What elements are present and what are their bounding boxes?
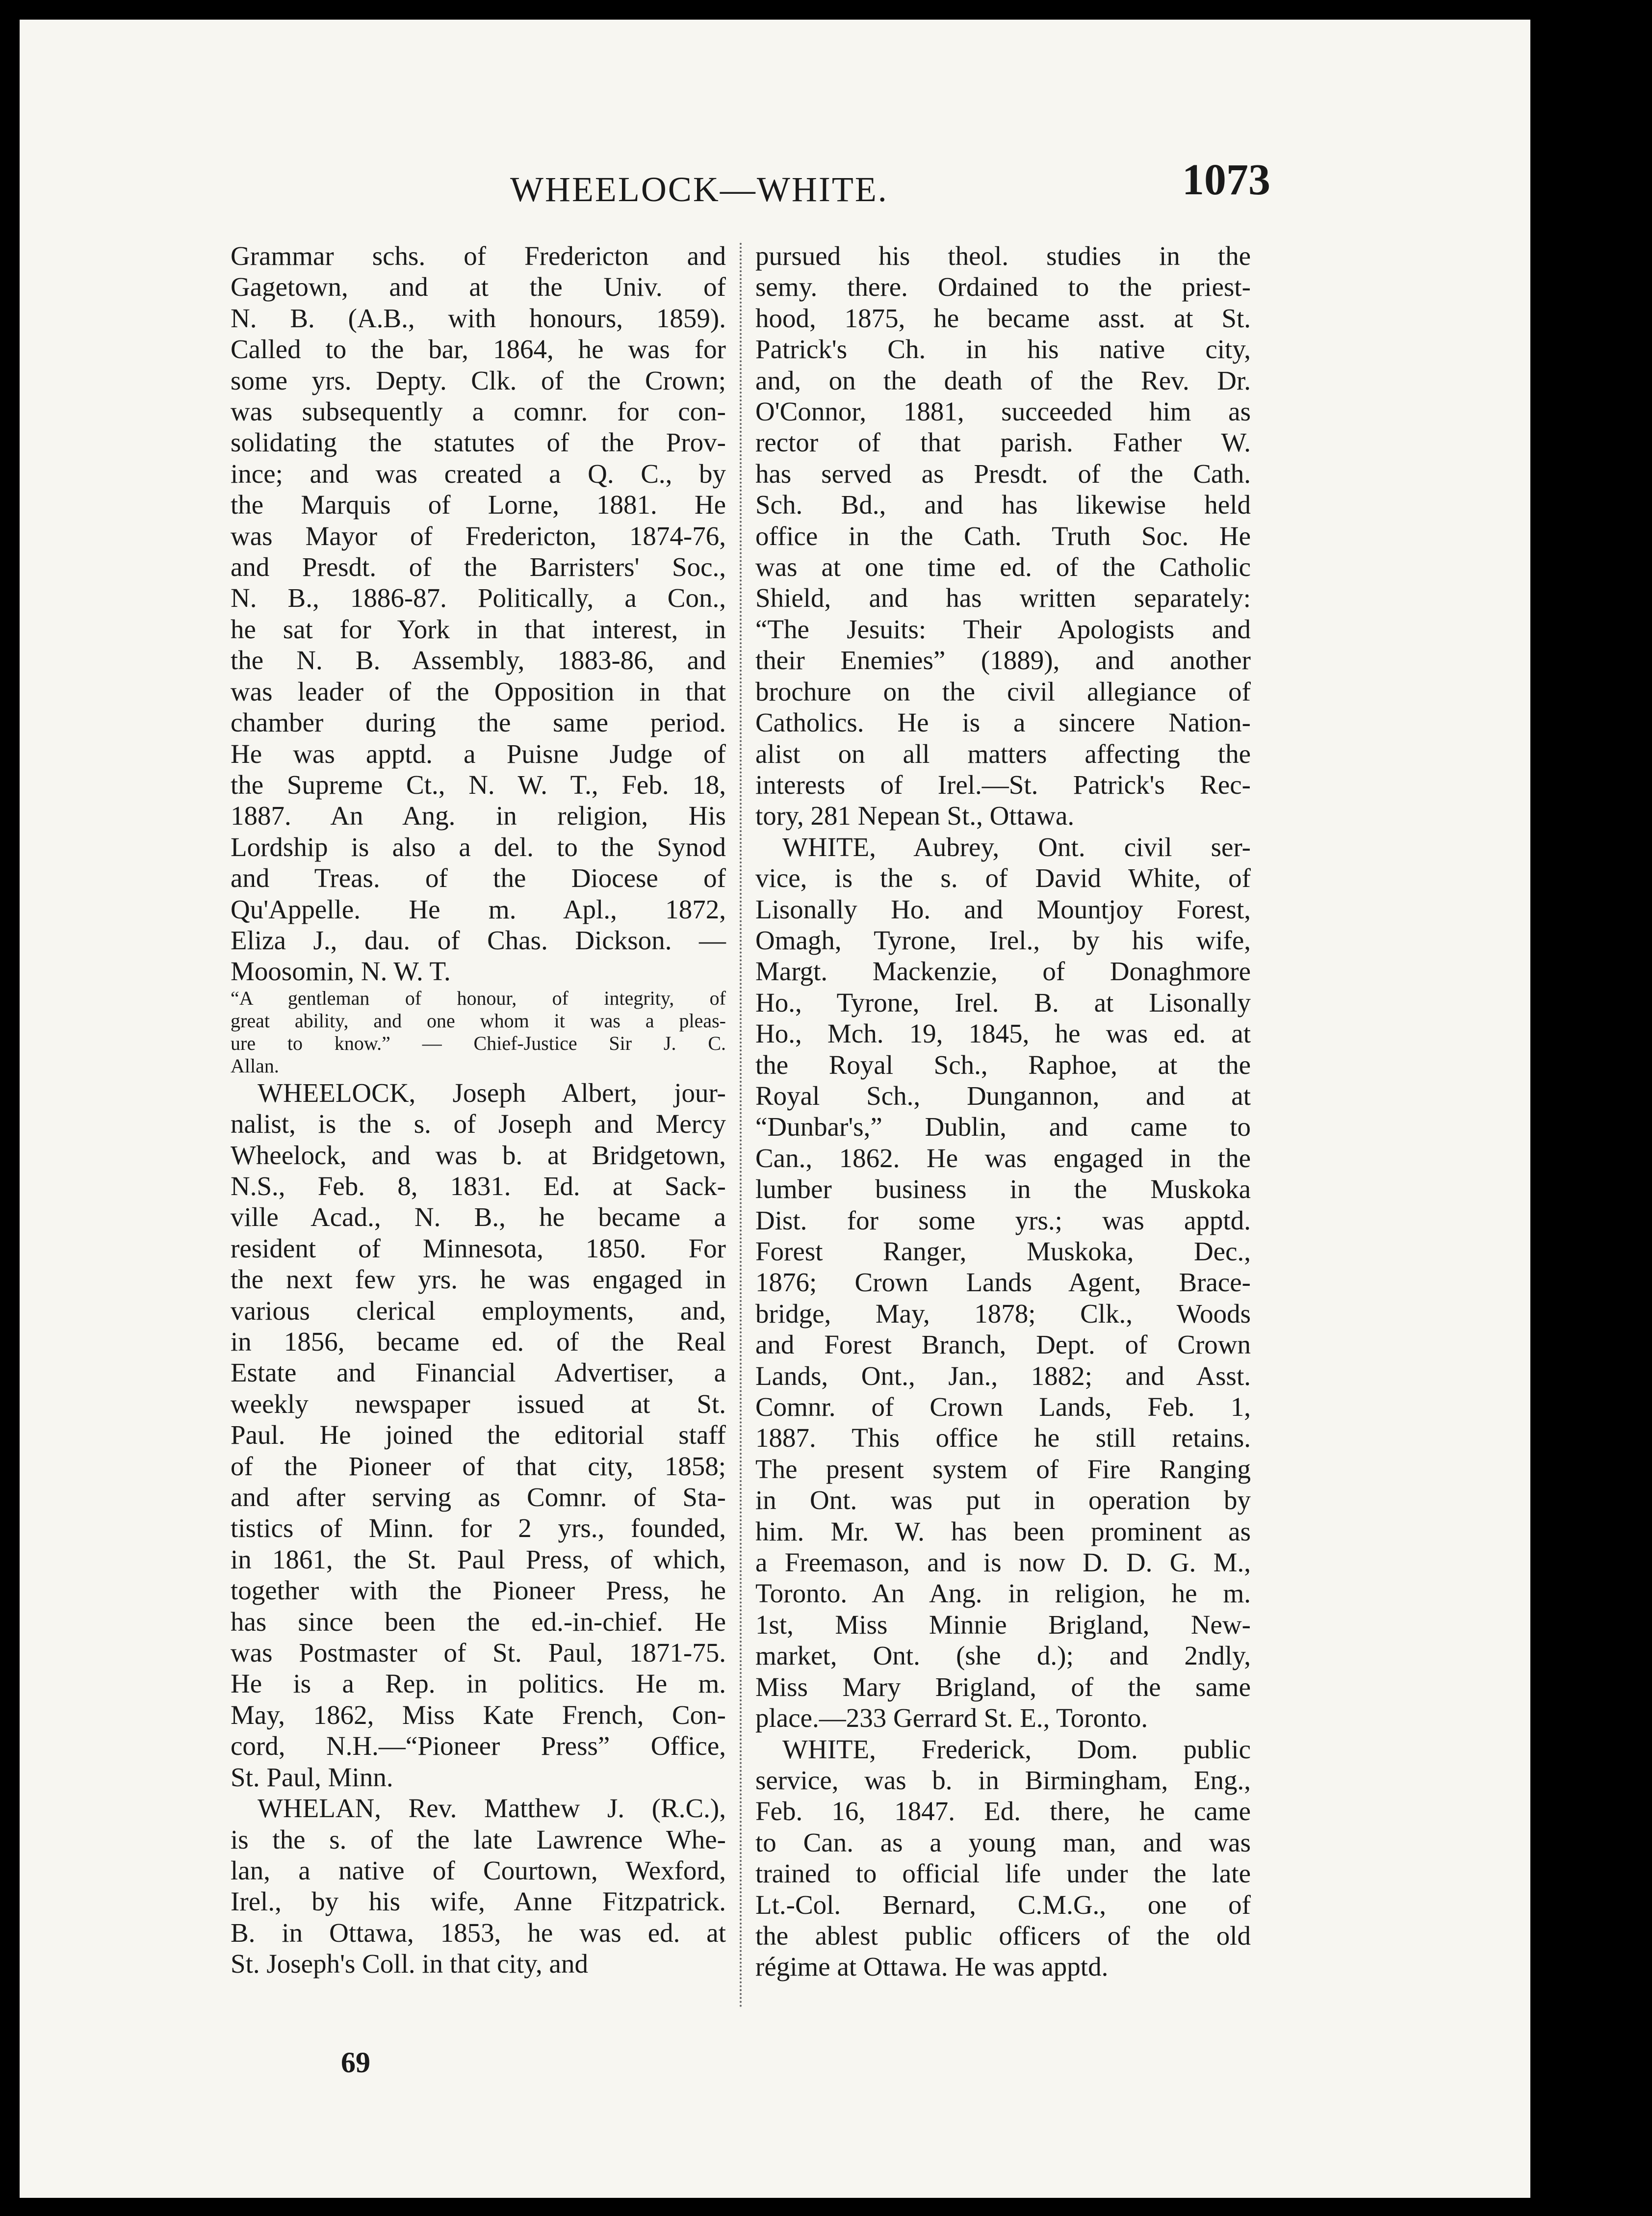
text-line: and, on the death of the Rev. Dr. — [755, 365, 1251, 395]
text-line: semy. there. Ordained to the priest- — [755, 272, 1251, 302]
text-line: The present system of Fire Ranging — [755, 1454, 1251, 1484]
text-line: Gagetown, and at the Univ. of — [231, 272, 726, 302]
text-line: lan, a native of Courtown, Wexford, — [231, 1855, 726, 1885]
text-line: Dist. for some yrs.; was apptd. — [755, 1205, 1251, 1235]
text-line: Moosomin, N. W. T. — [231, 956, 451, 987]
text-line: ince; and was created a Q. C., by — [231, 458, 726, 489]
left-column-entries — [231, 1077, 726, 1980]
text-line: was at one time ed. of the Catholic — [755, 552, 1251, 582]
text-line: Miss Mary Brigland, of the same — [755, 1671, 1251, 1702]
text-line: Comnr. of Crown Lands, Feb. 1, — [755, 1392, 1251, 1422]
text-line: interests of Irel.—St. Patrick's Rec- — [755, 769, 1251, 800]
scan-edge — [0, 0, 19, 2216]
text-line: the Marquis of Lorne, 1881. He — [231, 490, 726, 520]
text-line: and Presdt. of the Barristers' Soc., — [231, 552, 726, 582]
book-page — [20, 20, 1530, 2198]
left-column — [231, 240, 726, 1980]
text-line: Feb. 16, 1847. Ed. there, he came — [755, 1796, 1251, 1826]
text-line: the N. B. Assembly, 1883-86, and — [231, 645, 726, 676]
text-line: régime at Ottawa. He was apptd. — [755, 1952, 1109, 1982]
text-line: has served as Presdt. of the Cath. — [755, 458, 1251, 489]
text-line: He was apptd. a Puisne Judge of — [231, 738, 726, 769]
text-line: the next few yrs. he was engaged in — [231, 1264, 726, 1295]
text-line: place.—233 Gerrard St. E., Toronto. — [755, 1703, 1148, 1733]
text-line: WHITE, Aubrey, Ont. civil ser- — [782, 832, 1251, 862]
text-line: him. Mr. W. has been prominent as — [755, 1516, 1251, 1546]
text-line: service, was b. in Birmingham, Eng., — [755, 1765, 1251, 1795]
page-header — [226, 142, 1270, 221]
text-line: in 1856, became ed. of the Real — [231, 1327, 726, 1356]
text-line: solidating the statutes of the Prov- — [231, 427, 726, 458]
text-line: ville Acad., N. B., he became a — [231, 1202, 726, 1232]
quotation — [231, 987, 726, 1077]
text-line: trained to official life under the late — [755, 1858, 1251, 1889]
text-line: WHELAN, Rev. Matthew J. (R.C.), — [258, 1793, 726, 1824]
text-line: WHEELOCK, Joseph Albert, jour- — [258, 1077, 726, 1108]
text-line: various clerical employments, and, — [231, 1295, 726, 1326]
text-line: brochure on the civil allegiance of — [755, 676, 1251, 706]
text-line: their Enemies” (1889), and another — [755, 645, 1251, 676]
text-line: alist on all matters affecting the — [755, 738, 1251, 769]
text-line: the Supreme Ct., N. W. T., Feb. 18, — [231, 769, 726, 800]
text-line: Royal Sch., Dungannon, and at — [755, 1080, 1251, 1111]
text-line: 1887. An Ang. in religion, His — [231, 801, 726, 831]
text-line: great ability, and one whom it was a pleas- — [231, 1009, 726, 1032]
text-line: O'Connor, 1881, succeeded him as — [755, 396, 1251, 427]
column-rule — [740, 243, 742, 2009]
right-column — [755, 240, 1251, 1982]
text-line: and Forest Branch, Dept. of Crown — [755, 1330, 1251, 1360]
text-line: “Dunbar's,” Dublin, and came to — [755, 1112, 1251, 1142]
text-line: and after serving as Comnr. of Sta- — [231, 1482, 726, 1512]
text-line: Can., 1862. He was engaged in the — [755, 1143, 1251, 1173]
text-line: N.S., Feb. 8, 1831. Ed. at Sack- — [231, 1171, 726, 1201]
text-line: Called to the bar, 1864, he was for — [231, 334, 726, 365]
text-line: was Mayor of Fredericton, 1874-76, — [231, 521, 726, 551]
text-line: together with the Pioneer Press, he — [231, 1575, 726, 1606]
text-line: of the Pioneer of that city, 1858; — [231, 1451, 726, 1481]
text-line: Qu'Appelle. He m. Apl., 1872, — [231, 894, 726, 924]
text-line: Lordship is also a del. to the Synod — [231, 832, 726, 862]
text-line: rector of that parish. Father W. — [755, 427, 1251, 458]
text-line: chamber during the same period. — [231, 707, 726, 738]
text-line: St. Joseph's Coll. in that city, and — [231, 1949, 588, 1979]
running-head: WHEELOCK—WHITE. — [510, 170, 888, 209]
text-line: was Postmaster of St. Paul, 1871-75. — [231, 1638, 726, 1668]
text-line: Patrick's Ch. in his native city, — [755, 334, 1251, 365]
text-line: N. B. (A.B., with honours, 1859). — [231, 303, 726, 333]
text-line: Catholics. He is a sincere Nation- — [755, 707, 1251, 738]
text-line: Toronto. An Ang. in religion, he m. — [755, 1578, 1251, 1609]
signature-mark: 69 — [341, 2046, 370, 2079]
text-line: “The Jesuits: Their Apologists and — [755, 614, 1251, 644]
text-line: is the s. of the late Lawrence Whe- — [231, 1824, 726, 1854]
text-line: Lisonally Ho. and Mountjoy Forest, — [755, 894, 1251, 924]
text-line: to Can. as a young man, and was — [755, 1827, 1251, 1857]
text-line: has since been the ed.-in-chief. He — [231, 1606, 726, 1637]
text-line: Paul. He joined the editorial staff — [231, 1420, 726, 1450]
text-line: Margt. Mackenzie, of Donaghmore — [755, 956, 1251, 987]
text-line: cord, N.H.—“Pioneer Press” Office, — [231, 1731, 726, 1761]
text-line: WHITE, Frederick, Dom. public — [782, 1734, 1251, 1764]
text-line: Sch. Bd., and has likewise held — [755, 490, 1251, 520]
text-line: 1887. This office he still retains. — [755, 1423, 1251, 1453]
text-line: N. B., 1886-87. Politically, a Con., — [231, 583, 726, 613]
text-line: Ho., Mch. 19, 1845, he was ed. at — [755, 1018, 1251, 1049]
text-line: Estate and Financial Advertiser, a — [231, 1357, 726, 1388]
text-line: weekly newspaper issued at St. — [231, 1388, 726, 1419]
text-line: tistics of Minn. for 2 yrs., founded, — [231, 1513, 726, 1543]
text-line: some yrs. Depty. Clk. of the Crown; — [231, 365, 726, 395]
text-line: office in the Cath. Truth Soc. He — [755, 521, 1251, 551]
text-line: He is a Rep. in politics. He m. — [231, 1669, 726, 1699]
text-line: May, 1862, Miss Kate French, Con- — [231, 1699, 726, 1730]
text-line: Shield, and has written separately: — [755, 583, 1251, 613]
text-line: 1876; Crown Lands Agent, Brace- — [755, 1267, 1251, 1298]
text-line: hood, 1875, he became asst. at St. — [755, 303, 1251, 333]
text-line: in 1861, the St. Paul Press, of which, — [231, 1544, 726, 1574]
text-line: market, Ont. (she d.); and 2ndly, — [755, 1641, 1251, 1671]
text-line: Omagh, Tyrone, Irel., by his wife, — [755, 925, 1251, 955]
text-line: 1st, Miss Minnie Brigland, New- — [755, 1609, 1251, 1640]
text-line: Irel., by his wife, Anne Fitzpatrick. — [231, 1886, 726, 1917]
text-line: Lt.-Col. Bernard, C.M.G., one of — [755, 1889, 1251, 1920]
text-line: Forest Ranger, Muskoka, Dec., — [755, 1236, 1251, 1266]
text-line: Eliza J., dau. of Chas. Dickson. — — [231, 925, 726, 955]
left-column-text — [231, 240, 726, 987]
text-line: bridge, May, 1878; Clk., Woods — [755, 1298, 1251, 1329]
text-line: a Freemason, and is now D. D. G. M., — [755, 1547, 1251, 1578]
text-line: St. Paul, Minn. — [231, 1762, 393, 1792]
text-line: in Ont. was put in operation by — [755, 1485, 1251, 1515]
text-line: resident of Minnesota, 1850. For — [231, 1233, 726, 1263]
text-line: ure to know.” — Chief-Justice Sir J. C. — [231, 1032, 726, 1054]
text-line: was subsequently a comnr. for con- — [231, 396, 726, 427]
text-line: Wheelock, and was b. at Bridgetown, — [231, 1140, 726, 1170]
page-number: 1073 — [1182, 156, 1270, 204]
text-line: he sat for York in that interest, in — [231, 614, 726, 644]
text-line: Allan. — [231, 1054, 279, 1077]
text-line: Grammar schs. of Fredericton and — [231, 241, 726, 271]
text-line: Ho., Tyrone, Irel. B. at Lisonally — [755, 987, 1251, 1017]
text-line: Lands, Ont., Jan., 1882; and Asst. — [755, 1360, 1251, 1391]
text-line: pursued his theol. studies in the — [755, 241, 1251, 271]
text-line: lumber business in the Muskoka — [755, 1174, 1251, 1204]
text-line: the ablest public officers of the old — [755, 1920, 1251, 1951]
text-line: vice, is the s. of David White, of — [755, 863, 1251, 893]
text-line: and Treas. of the Diocese of — [231, 863, 726, 893]
text-line: nalist, is the s. of Joseph and Mercy — [231, 1109, 726, 1139]
text-line: tory, 281 Nepean St., Ottawa. — [755, 801, 1075, 831]
right-column-text — [755, 240, 1251, 1982]
text-line: B. in Ottawa, 1853, he was ed. at — [231, 1917, 726, 1948]
text-line: the Royal Sch., Raphoe, at the — [755, 1049, 1251, 1080]
text-line: was leader of the Opposition in that — [231, 676, 726, 706]
text-line: “A gentleman of honour, of integrity, of — [231, 987, 726, 1009]
